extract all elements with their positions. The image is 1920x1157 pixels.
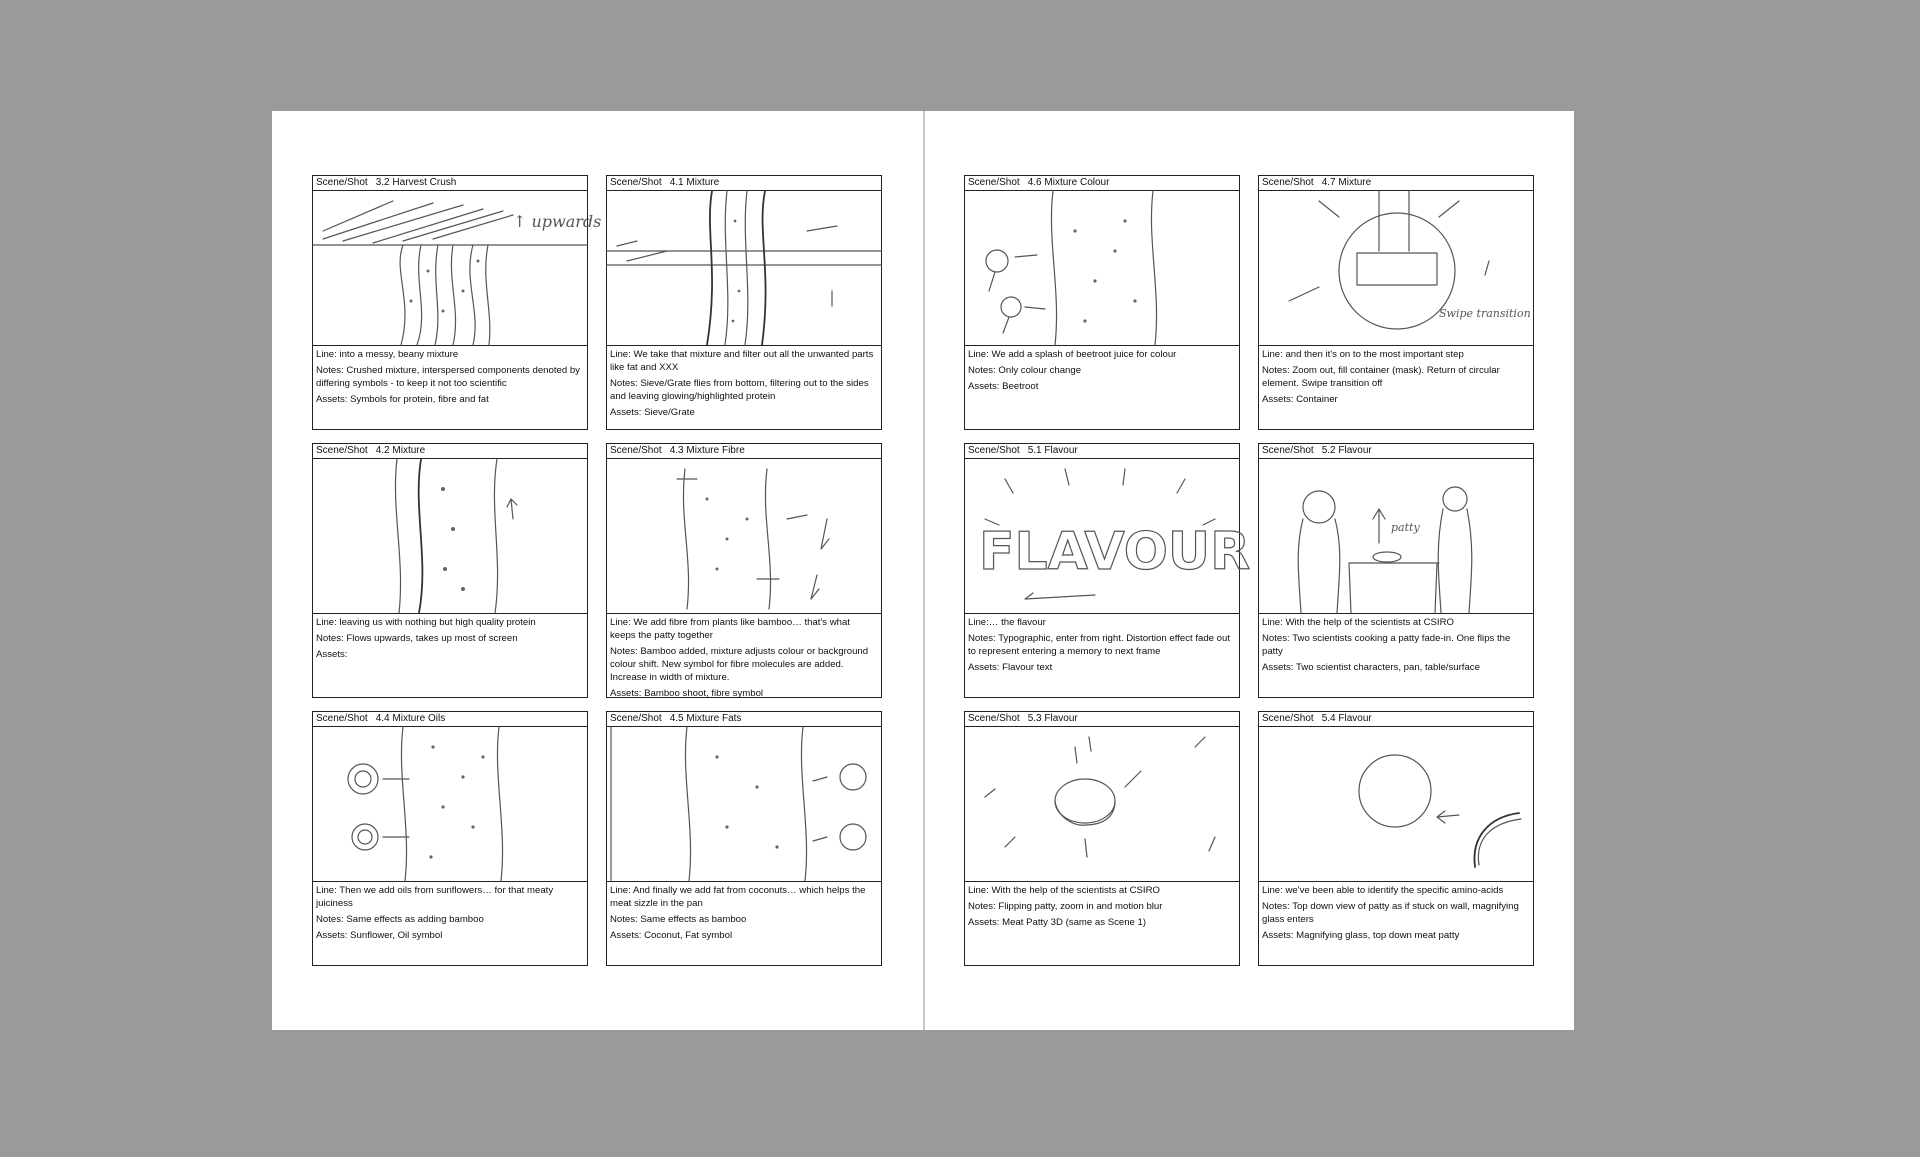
storyboard-panel-3-2 <box>312 175 602 430</box>
panel-line: Line: leaving us with nothing but high quality protein <box>316 617 536 628</box>
storyboard-panel-4-2 <box>312 443 588 698</box>
panel-header: Scene/Shot 4.4 Mixture Oils <box>313 712 587 727</box>
panel-assets: Assets: Sieve/Grate <box>610 407 695 418</box>
panel-notes: Notes: Zoom out, fill container (mask). Return of circular element. Swipe transition off <box>1262 365 1500 389</box>
storyboard-panel-5-1 <box>964 443 1251 698</box>
panel-header: Scene/Shot 5.1 Flavour <box>965 444 1239 459</box>
sketch-scientists <box>1259 459 1533 614</box>
storyboard-panel-4-7 <box>1258 175 1534 430</box>
storyboard-panel-4-4 <box>312 711 588 966</box>
panel-notes: Notes: Same effects as adding bamboo <box>316 914 484 925</box>
page-gutter <box>923 111 925 1030</box>
sketch-mixture-colour <box>965 191 1239 346</box>
panel-line: Line: and then it's on to the most important step <box>1262 349 1464 360</box>
panel-assets: Assets: Beetroot <box>968 381 1039 392</box>
panel-notes: Notes: Bamboo added, mixture adjusts colour or background colour shift. New symbol for fibre molecules are added. Increase in width of mixture. <box>610 646 869 683</box>
sketch-flipping-patty <box>965 727 1239 882</box>
sketch-harvest-crush <box>313 191 602 346</box>
sketch-flavour-text <box>965 459 1251 614</box>
sketch-mixture-oils <box>313 727 587 882</box>
panel-assets: Assets: <box>316 649 348 660</box>
sketch-magnifying-glass <box>1259 727 1533 882</box>
panel-header: Scene/Shot 3.2 Harvest Crush <box>313 176 587 191</box>
panel-assets: Assets: Magnifying glass, top down meat patty <box>1262 930 1460 941</box>
panel-notes: Notes: Only colour change <box>968 365 1082 376</box>
panel-assets: Assets: Meat Patty 3D (same as Scene 1) <box>968 917 1147 928</box>
panel-header: Scene/Shot 4.6 Mixture Colour <box>965 176 1239 191</box>
sketch-mixture-fats <box>607 727 881 882</box>
panel-assets: Assets: Symbols for protein, fibre and fat <box>316 394 489 405</box>
panel-header: Scene/Shot 4.5 Mixture Fats <box>607 712 881 727</box>
panel-line: Line: We take that mixture and filter out all the unwanted parts like fat and XXX <box>610 349 874 373</box>
panel-header: Scene/Shot 4.7 Mixture <box>1259 176 1533 191</box>
panel-notes: Notes: Sieve/Grate flies from bottom, filtering out to the sides and leaving glowing/highlighted protein <box>610 378 869 402</box>
storyboard-spread <box>272 111 1574 1030</box>
storyboard-panel-5-2 <box>1258 443 1534 698</box>
panel-header: Scene/Shot 4.3 Mixture Fibre <box>607 444 881 459</box>
upwards-scribble: ↑ upwards <box>513 212 602 231</box>
sketch-mixture-sieve <box>607 191 881 346</box>
panel-notes: Notes: Crushed mixture, interspersed components denoted by differing symbols - to keep it not too scientific <box>316 365 580 389</box>
panel-assets: Assets: Sunflower, Oil symbol <box>316 930 443 941</box>
storyboard-panel-4-6 <box>964 175 1240 430</box>
panel-notes: Notes: Two scientists cooking a patty fade-in. One flips the patty <box>1262 633 1511 657</box>
panel-assets: Assets: Two scientist characters, pan, table/surface <box>1262 662 1480 673</box>
panel-line: Line: Then we add oils from sunflowers… for that meaty juiciness <box>316 885 554 909</box>
panel-line: Line: we've been able to identify the specific amino-acids <box>1262 885 1504 896</box>
panel-line: Line: We add a splash of beetroot juice for colour <box>968 349 1177 360</box>
panel-assets: Assets: Container <box>1262 394 1338 405</box>
panel-notes: Notes: Typographic, enter from right. Distortion effect fade out to represent entering a memory to next frame <box>968 633 1231 657</box>
panel-line: Line: into a messy, beany mixture <box>316 349 459 360</box>
sketch-mixture-fibre <box>607 459 881 614</box>
storyboard-panel-4-1 <box>606 175 882 430</box>
flavour-sketch-text: FLAVOUR <box>979 522 1251 582</box>
panel-notes: Notes: Top down view of patty as if stuck on wall, magnifying glass enters <box>1262 901 1519 925</box>
storyboard-panel-5-3 <box>964 711 1240 966</box>
panel-header: Scene/Shot 4.2 Mixture <box>313 444 587 459</box>
panel-notes: Notes: Flipping patty, zoom in and motion blur <box>968 901 1163 912</box>
panel-header: Scene/Shot 5.3 Flavour <box>965 712 1239 727</box>
swipe-scribble: Swipe transition <box>1439 307 1531 320</box>
patty-scribble: patty <box>1391 521 1420 534</box>
panel-line: Line:… the flavour <box>968 617 1046 628</box>
sketch-container <box>1259 191 1533 346</box>
panel-line: Line: We add fibre from plants like bamboo… that's what keeps the patty together <box>610 617 851 641</box>
panel-line: Line: With the help of the scientists at CSIRO <box>968 885 1160 896</box>
panel-assets: Assets: Flavour text <box>968 662 1053 673</box>
panel-line: Line: And finally we add fat from coconuts… which helps the meat sizzle in the pan <box>610 885 866 909</box>
storyboard-panel-4-5 <box>606 711 882 966</box>
panel-line: Line: With the help of the scientists at CSIRO <box>1262 617 1454 628</box>
storyboard-panel-4-3 <box>606 443 882 698</box>
panel-notes: Notes: Same effects as bamboo <box>610 914 747 925</box>
panel-notes: Notes: Flows upwards, takes up most of screen <box>316 633 518 644</box>
panel-header: Scene/Shot 5.2 Flavour <box>1259 444 1533 459</box>
panel-header: Scene/Shot 5.4 Flavour <box>1259 712 1533 727</box>
panel-assets: Assets: Bamboo shoot, fibre symbol <box>610 688 764 699</box>
sketch-protein-flow <box>313 459 587 614</box>
panel-header: Scene/Shot 4.1 Mixture <box>607 176 881 191</box>
panel-assets: Assets: Coconut, Fat symbol <box>610 930 733 941</box>
storyboard-panel-5-4 <box>1258 711 1534 966</box>
